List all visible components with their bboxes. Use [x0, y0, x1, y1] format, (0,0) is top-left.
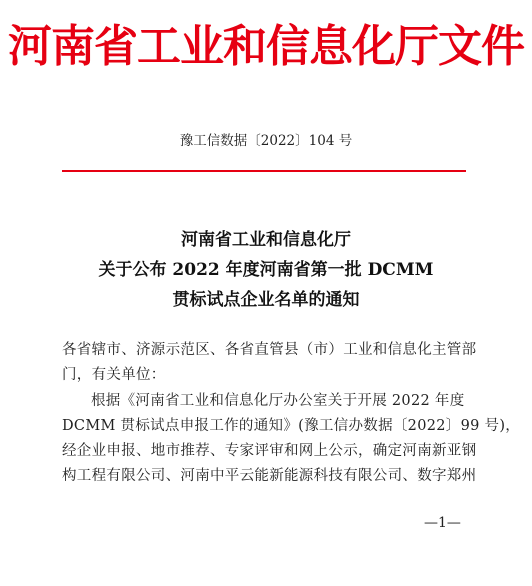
notice-title-line-3: 贯标试点企业名单的通知 — [172, 290, 360, 310]
paragraph-line-2: DCMM 贯标试点申报工作的通知》(豫工信办数据〔2022〕99 号)， — [62, 418, 521, 434]
paragraph-line-3: 经企业申报、地市推荐、专家评审和网上公示，确定河南新亚钢 — [62, 443, 477, 459]
notice-title — [0, 225, 532, 315]
notice-title-line-2: 关于公布 2022 年度河南省第一批 DCMM — [98, 260, 434, 280]
page-number: —1— — [424, 515, 461, 531]
body-paragraph — [62, 389, 521, 489]
salutation — [62, 338, 482, 388]
red-separator-line — [62, 170, 466, 172]
document-header-title: 河南省工业和信息化厅文件 — [8, 21, 524, 72]
notice-title-line-1: 河南省工业和信息化厅 — [181, 230, 351, 250]
salutation-line-1: 各省辖市、济源示范区、各省直管县（市）工业和信息化主管部 — [62, 342, 477, 358]
paragraph-line-4: 构工程有限公司、河南中平云能新能源科技有限公司、数字郑州 — [62, 468, 477, 484]
salutation-line-2: 门，有关单位： — [62, 367, 166, 383]
paragraph-line-1: 根据《河南省工业和信息化厅办公室关于开展 2022 年度 — [91, 393, 465, 409]
document-number: 豫工信数据〔2022〕104 号 — [179, 133, 353, 149]
